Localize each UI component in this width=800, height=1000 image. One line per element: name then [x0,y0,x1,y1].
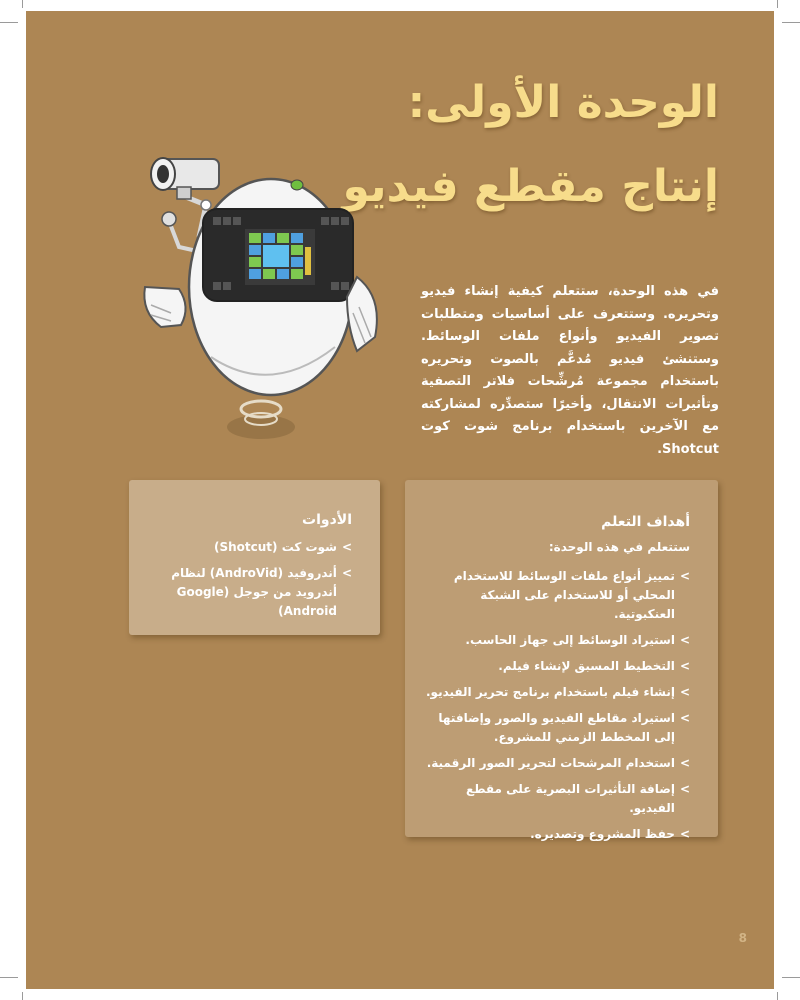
unit-title: الوحدة الأولى: [407,77,719,128]
list-item: > إضافة التأثيرات البصرية على مقطع الفيديو. [466,782,690,815]
tools-list [142,538,352,628]
crop-mark [0,977,18,978]
list-item: > استخدام المرشحات لتحرير الصور الرقمية. [426,756,690,770]
crop-mark [777,0,778,8]
list-item: > استيراد الوسائط إلى جهاز الحاسب. [465,633,690,647]
list-item: > تمييز أنواع ملفات الوسائط للاستخدام المحلي أو للاستخدام على الشبكة العنكبوتية. [453,569,690,621]
learning-goals-box [405,480,718,841]
tools-heading: الأدوات [302,512,352,528]
crop-mark [22,992,23,1000]
list-item: > إنشاء فيلم باستخدام برنامج تحرير الفيديو. [425,685,690,699]
learning-goals-heading: أهداف التعلم [601,514,690,530]
unit-subtitle: إنتاج مقطع فيديو [342,161,719,212]
learning-goals-list [422,567,690,851]
list-item: > شوت كت (Shotcut) [213,540,352,554]
list-item: > استيراد مقاطع الفيديو والصور وإضافتها إلى المخطط الزمني للمشروع. [438,711,690,744]
crop-mark [0,22,18,23]
crop-mark [782,977,800,978]
crop-mark [782,22,800,23]
crop-mark [777,992,778,1000]
tools-box [129,480,380,635]
unit-introduction: في هذه الوحدة، ستتعلم كيفية إنشاء فيديو وتحريره. وستتعرف على أساسيات ومتطلبات تصوير الفيديو وأنواع ملفات الوسائط. وستنشئ فيديو مُدعَّم بالصوت وتحريره باستخدام مجموعة مُرشِّحات فلاتر التصفية وتأثيرات الانتقال، وأخيرًا ستصدِّره لمشاركته مع الآخرين باستخدام برنامج شوت كوت Shotcut. [421,284,719,457]
robot-illustration [121,137,381,447]
list-item: > أندروفيد (AndroVid) لنظام أندرويد من جوجل (Google Android) [171,566,352,618]
crop-mark [22,0,23,8]
page [26,11,774,989]
list-item: > حفظ المشروع وتصديره. [530,827,690,841]
learning-goals-subheading: ستتعلم في هذه الوحدة: [548,540,690,554]
page-number: 8 [738,931,747,945]
list-item: > التخطيط المسبق لإنشاء فيلم. [498,659,690,673]
